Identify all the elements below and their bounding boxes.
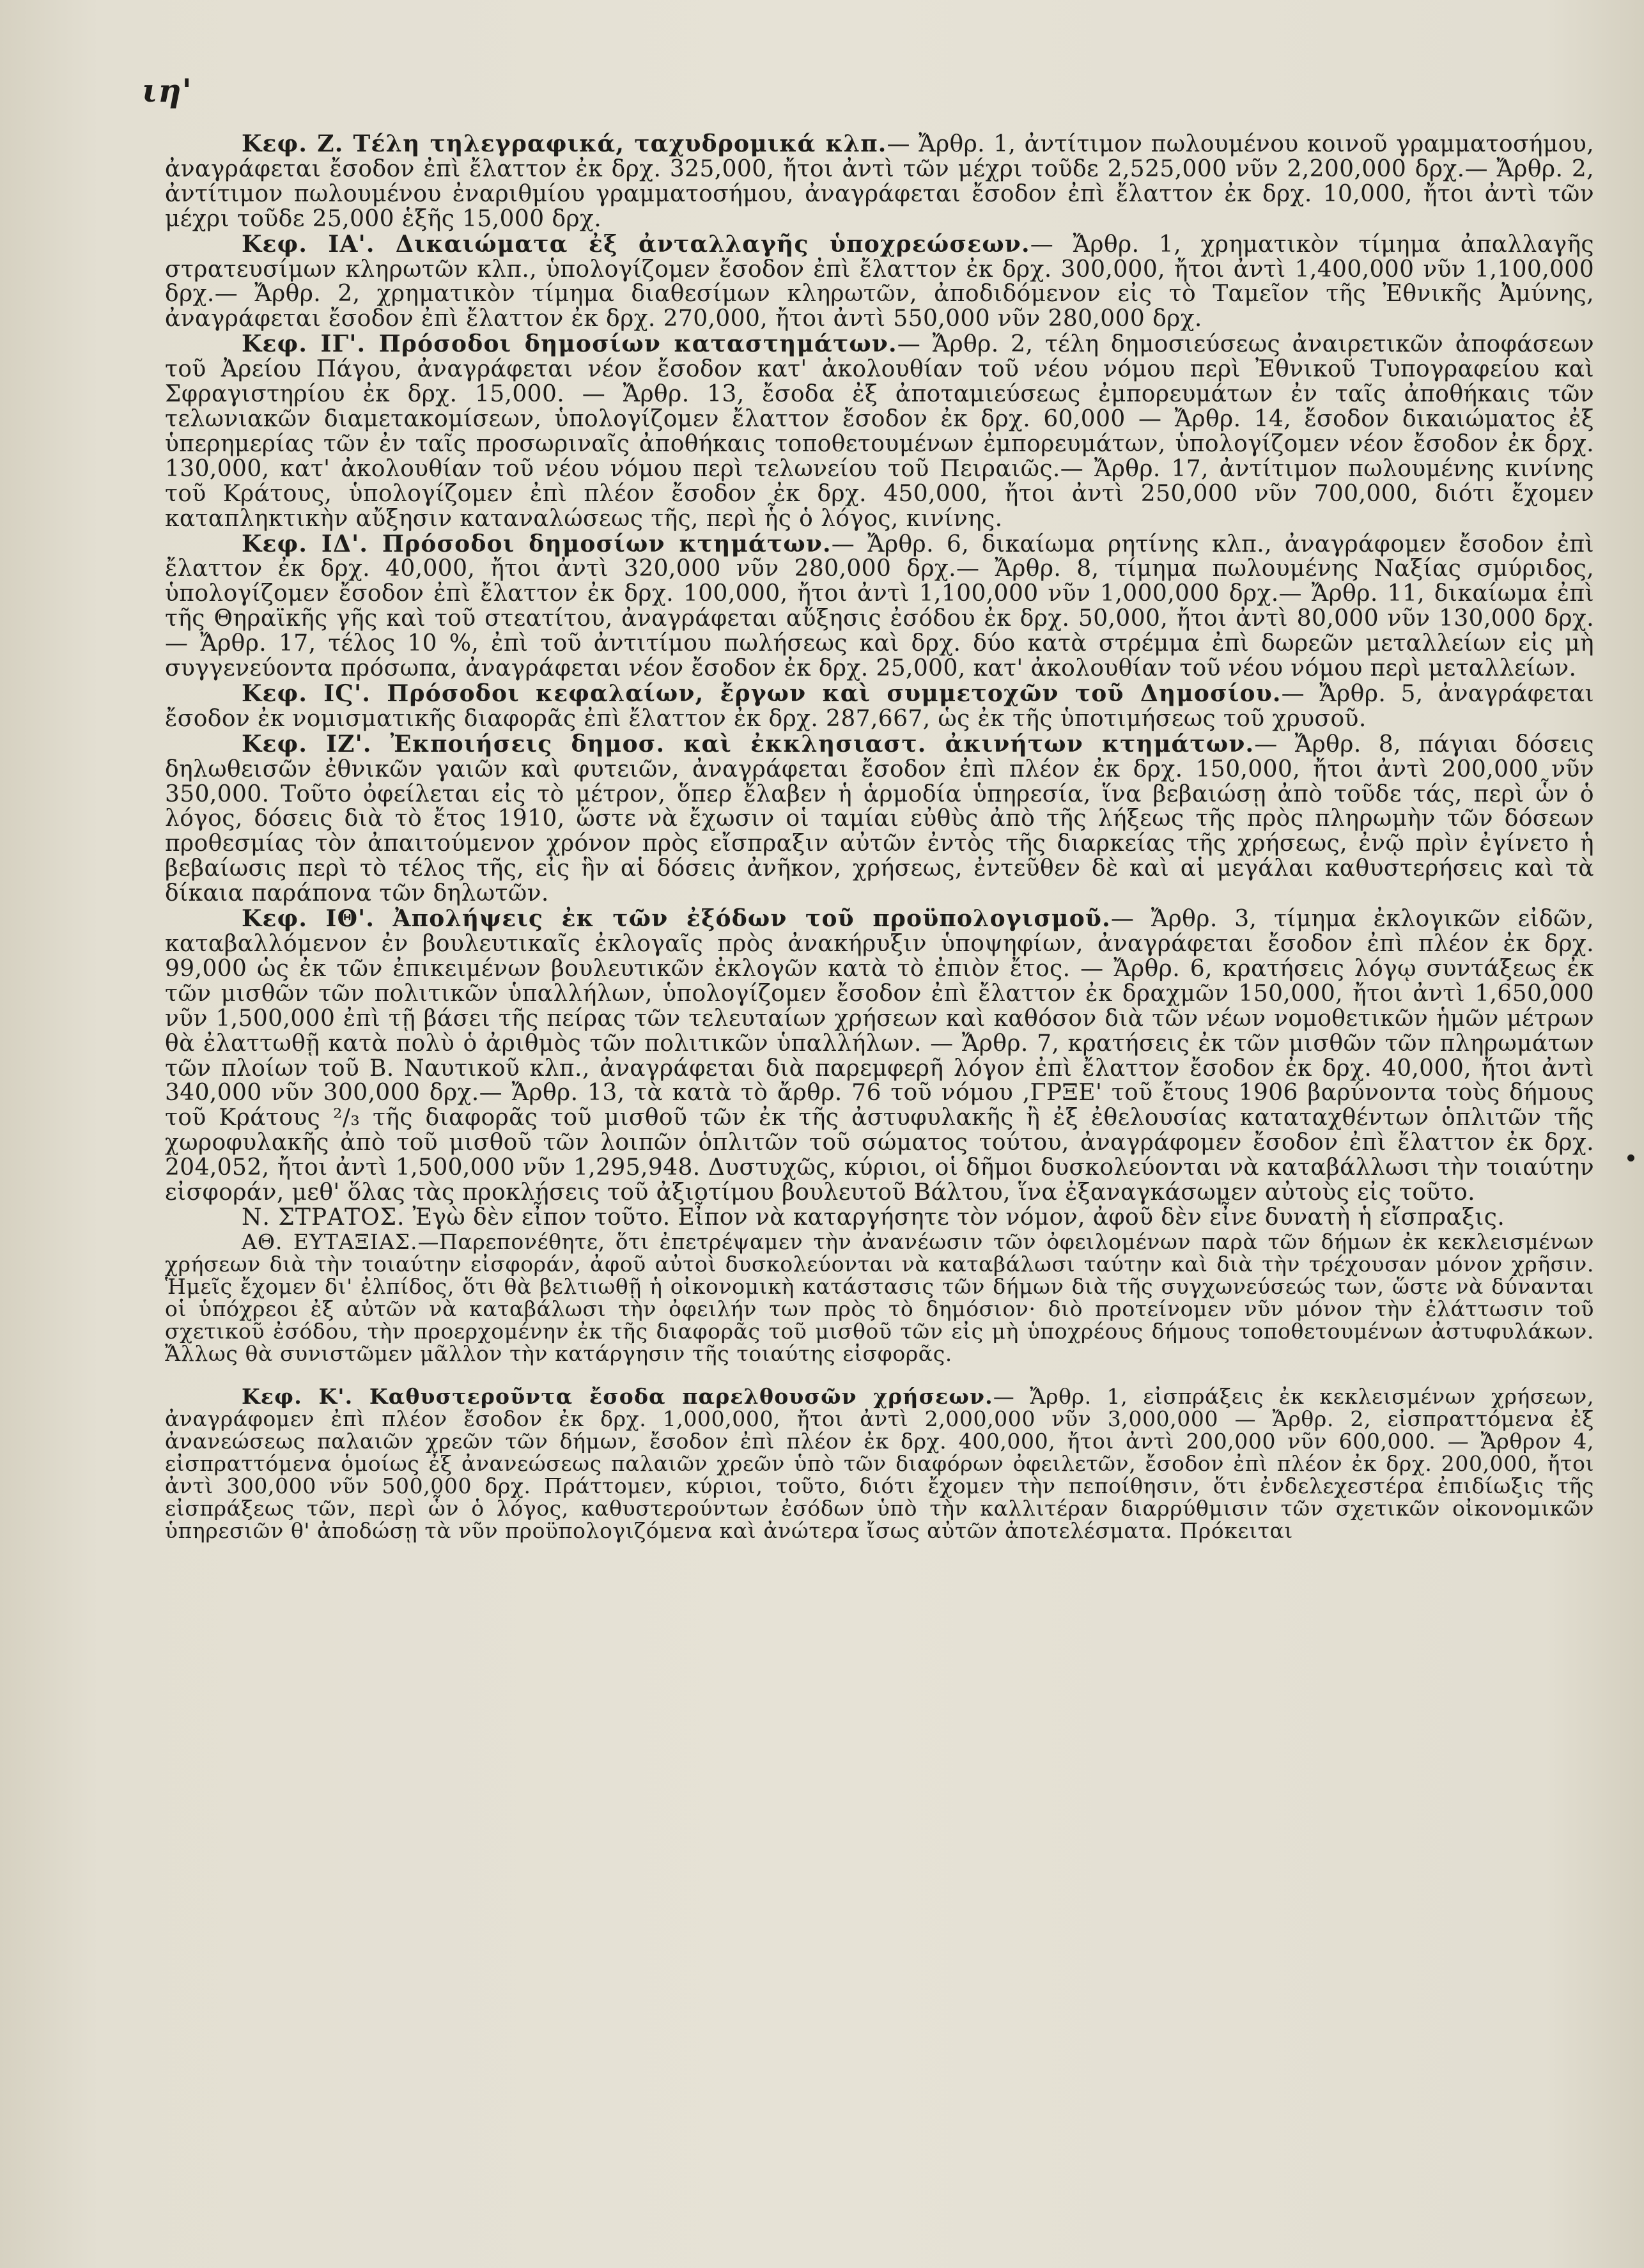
paragraph-text: — Ἄρθρ. 2, τέλη δημοσιεύσεως ἀναιρετικῶν ἀποφάσεων τοῦ Ἀρείου Πάγου, ἀναγράφεται νέον ἔσοδον κατ' ἀκολουθίαν τοῦ νέου νόμου περὶ Ἐθνικοῦ Τυπογραφείου καὶ Σφραγιστηρίου ἐκ δρχ. 15,000. — Ἄρθρ. 13, ἔσοδα ἐξ ἀποταμιεύσεως ἐμπορευμάτων ἐν ταῖς ἀποθήκαις τῶν τελωνιακῶν διαμετακομίσεων, ὑπολογίζομεν ἔλαττον ἔσοδον ἐκ δρχ. 60,000 — Ἄρθρ. 14, ἔσοδον δικαιώματος ἐξ ὑπερημερίας τῶν ἐν ταῖς προσωριναῖς ἀποθήκαις τοποθετουμένων ἐμπορευμάτων, ὑπολογίζομεν νέον ἔσοδον ἐκ δρχ. 130,000, κατ' ἀκολουθίαν τοῦ νέου νόμου περὶ τελωνείου τοῦ Πειραιῶς.— Ἄρθρ. 17, ἀντίτιμον πωλουμένης κινίνης τοῦ Κράτους, ὑπολογίζομεν ἐπὶ πλέον ἔσοδον ἐκ δρχ. 450,000, ἤτοι ἀντὶ 250,000 νῦν 700,000, διότι ἔχομεν καταπληκτικὴν αὔξησιν καταναλώσεως τῆς, περὶ ἧς ὁ λόγος, κινίνης.	[165, 331, 1594, 532]
chapter-heading: Κεφ. ΙΓ'. Πρόσοδοι δημοσίων καταστημάτων.	[242, 330, 897, 358]
body-text	[165, 132, 1594, 1542]
paragraph-eftaxias	[165, 1231, 1594, 1365]
paragraph-text: — Ἄρθρ. 1, εἰσπράξεις ἐκ κεκλεισμένων χρήσεων, ἀναγράφομεν ἐπὶ πλέον ἔσοδον ἐκ δρχ. 1,000,000, ἤτοι ἀντὶ 2,000,000 νῦν 3,000,000 — Ἄρθρ. 2, εἰσπραττόμενα ἐξ ἀνανεώσεως παλαιῶν χρεῶν τῶν δήμων, ἔσοδον ἐπὶ πλέον ἐκ δρχ. 400,000, ἤτοι ἀντὶ 200,000 νῦν 600,000. — Ἄρθρον 4, εἰσπραττόμενα ὁμοίως ἐξ ἀνανεώσεως παλαιῶν χρεῶν ὑπὸ τῶν διαφόρων ὀφειλετῶν, ἔσοδον ἐπὶ πλέον ἐκ δρχ. 200,000, ἤτοι ἀντὶ 300,000 νῦν 500,000 δρχ. Πράττομεν, κύριοι, τοῦτο, διότι ἔχομεν τὴν πεποίθησιν, ὅτι ἐνδελεχεστέρα ἐπιδίωξις τῆς εἰσπράξεως τῶν, περὶ ὧν ὁ λόγος, καθυστερούντων ἐσόδων ὑπὸ τὴν καλλιτέραν διαρρύθμισιν τῶν σχετικῶν οἰκονομικῶν ὑπηρεσιῶν θ' ἀποδώσῃ τὰ νῦν προϋπολογιζόμενα καὶ ἀνώτερα ἴσως αὐτῶν ἀποτελέσματα. Πρόκειται	[165, 1383, 1594, 1543]
speech-text: Ἐγὼ δὲν εἶπον τοῦτο. Εἶπον νὰ καταργήσητε τὸν νόμον, ἀφοῦ δὲν εἶνε δυνατὴ ἡ εἴσπραξις.	[412, 1204, 1505, 1231]
ink-dot	[1627, 1154, 1634, 1161]
paragraph-kef-ith	[165, 906, 1594, 1206]
paragraph-kef-id	[165, 532, 1594, 681]
paragraph-kef-is	[165, 681, 1594, 732]
paragraph-text: — Ἄρθρ. 5, ἀναγράφεται ἔσοδον ἐκ νομισματικῆς διαφορᾶς ἐπὶ ἔλαττον ἐκ δρχ. 287,667, ὡς ἐκ τῆς ὑποτιμήσεως τοῦ χρυσοῦ.	[165, 680, 1594, 732]
paragraph-text: — Ἄρθρ. 6, δικαίωμα ρητίνης κλπ., ἀναγράφομεν ἔσοδον ἐπὶ ἔλαττον ἐκ δρχ. 40,000, ἤτοι ἀντὶ 320,000 νῦν 280,000 δρχ.— Ἄρθρ. 8, τίμημα πωλουμένης Ναξίας σμύριδος, ὑπολογίζομεν ἔσοδον ἐπὶ ἔλαττον ἐκ δρχ. 100,000, ἤτοι ἀντὶ 1,100,000 νῦν 1,000,000 δρχ.— Ἄρθρ. 11, δικαίωμα ἐπὶ τῆς Θηραϊκῆς γῆς καὶ τοῦ στεατίτου, ἀναγράφεται αὔξησις ἐσόδου ἐκ δρχ. 50,000, ἤτοι ἀντὶ 80,000 νῦν 130,000 δρχ. — Ἄρθρ. 17, τέλος 10 %, ἐπὶ τοῦ ἀντιτίμου πωλήσεως καὶ δρχ. δύο κατὰ στρέμμα ἐπὶ δωρεῶν μεταλλείων εἰς μὴ συγγενεύοντα πρόσωπα, ἀναγράφεται νέον ἔσοδον ἐκ δρχ. 25,000, κατ' ἀκολουθίαν τοῦ νέου νόμου περὶ μεταλλείων.	[165, 531, 1594, 682]
paragraph-text: — Ἄρθρ. 3, τίμημα ἐκλογικῶν εἰδῶν, καταβαλλόμενον ἐν βουλευτικαῖς ἐκλογαῖς πρὸς ἀνακήρυξιν ὑποψηφίων, ἀναγράφεται ἔσοδον ἐπὶ πλέον ἐκ δρχ. 99,000 ὡς ἐκ τῶν ἐπικειμένων βουλευτικῶν ἐκλογῶν κατὰ τὸ ἐπιὸν ἔτος. — Ἄρθρ. 6, κρατήσεις λόγῳ συντάξεως ἐκ τῶν μισθῶν τῶν πολιτικῶν ὑπαλλήλων, ὑπολογίζομεν ἔσοδον ἐπὶ ἔλαττον ἐκ δραχμῶν 150,000, ἤτοι ἀντὶ 1,650,000 νῦν 1,500,000 ἐπὶ τῇ βάσει τῆς πείρας τῶν τελευταίων χρήσεων καὶ καθόσον διὰ τῶν νέων νομοθετικῶν ἡμῶν μέτρων θὰ ἐλαττωθῇ κατὰ πολὺ ὁ ἀριθμὸς τῶν πολιτικῶν ὑπαλλήλων. — Ἄρθρ. 7, κρατήσεις ἐκ τῶν μισθῶν τῶν πληρωμάτων τῶν πλοίων τοῦ Β. Ναυτικοῦ κλπ., ἀναγράφεται διὰ παρεμφερῆ λόγον ἐπὶ ἔλαττον ἔσοδον ἐκ δρχ. 40,000, ἤτοι ἀντὶ 340,000 νῦν 300,000 δρχ.— Ἄρθρ. 13, τὰ κατὰ τὸ ἄρθρ. 76 τοῦ νόμου ,ΓΡΞΕ' τοῦ ἔτους 1906 βαρύνοντα τοὺς δήμους τοῦ Κράτους ²/₃ τῆς διαφορᾶς τοῦ μισθοῦ τῶν ἐκ τῆς ἀστυφυλακῆς ἢ ἐξ ἐθελουσίας καταταχθέντων ὁπλιτῶν τῆς χωροφυλακῆς ἀπὸ τοῦ μισθοῦ τῶν λοιπῶν ὁπλιτῶν τοῦ σώματος τούτου, ἀναγράφομεν ἔσοδον ἐπὶ ἔλαττον ἐκ δρχ. 204,052, ἤτοι ἀντὶ 1,500,000 νῦν 1,295,948. Δυστυχῶς, κύριοι, οἱ δῆμοι δυσκολεύονται νὰ καταβάλλωσι τὴν τοιαύτην εἰσφοράν, μεθ' ὅλας τὰς προκλήσεις τοῦ ἀξιοτίμου βουλευτοῦ Βάλτου, ἵνα ἐξαναγκάσωμεν αὐτοὺς εἰς τοῦτο.	[165, 906, 1594, 1206]
paragraph-kef-z	[165, 132, 1594, 232]
speaker-name: Ν. ΣΤΡΑΤΟΣ.	[242, 1204, 405, 1231]
chapter-heading: Κεφ. ΙϚ'. Πρόσοδοι κεφαλαίων, ἔργων καὶ συμμετοχῶν τοῦ Δημοσίου.	[242, 680, 1282, 707]
chapter-heading: Κεφ. Κ'. Καθυστεροῦντα ἔσοδα παρελθουσῶν χρήσεων.	[242, 1383, 993, 1409]
chapter-heading: Κεφ. ΙΔ'. Πρόσοδοι δημοσίων κτημάτων.	[242, 530, 832, 557]
chapter-heading: Κεφ. ΙΖ'. Ἐκποιήσεις δημοσ. καὶ ἐκκλησιαστ. ἀκινήτων κτημάτων.	[242, 730, 1255, 757]
paragraph-text: — Ἄρθρ. 8, πάγιαι δόσεις δηλωθεισῶν ἐθνικῶν γαιῶν καὶ φυτειῶν, ἀναγράφεται ἔσοδον ἐπὶ πλέον ἐκ δρχ. 150,000, ἤτοι ἀντὶ 200,000 νῦν 350,000. Τοῦτο ὀφείλεται εἰς τὸ μέτρον, ὅπερ ἔλαβεν ἡ ἁρμοδία ὑπηρεσία, ἵνα βεβαιώσῃ ἀπὸ τοῦδε τάς, περὶ ὧν ὁ λόγος, δόσεις διὰ τὸ ἔτος 1910, ὥστε νὰ ἔχωσιν οἱ ταμίαι εὐθὺς ἀπὸ τῆς λήξεως τῆς πρὸς πληρωμὴν τῶν δόσεων προθεσμίας τὸν ἀπαιτούμενον χρόνον πρὸς εἴσπραξιν αὐτῶν ἐντὸς τῆς διαρκείας τῆς χρήσεως, ἐνῷ πρὶν ἐγίνετο ἡ βεβαίωσις περὶ τὸ τέλος τῆς, εἰς ἣν αἱ δόσεις ἀνῆκον, χρήσεως, ἐντεῦθεν δὲ καὶ αἱ μεγάλαι καθυστερήσεις καὶ τὰ δίκαια παράπονα τῶν δηλωτῶν.	[165, 731, 1594, 907]
paragraph-text: — Ἄρθρ. 1, ἀντίτιμον πωλουμένου κοινοῦ γραμματοσήμου, ἀναγράφεται ἔσοδον ἐπὶ ἔλαττον ἐκ δρχ. 325,000, ἤτοι ἀντὶ τῶν μέχρι τοῦδε 2,525,000 νῦν 2,200,000 δρχ.— Ἄρθρ. 2, ἀντίτιμον πωλουμένου ἐναριθμίου γραμματοσήμου, ἀναγράφεται ἔσοδον ἐπὶ ἔλαττον ἐκ δρχ. 10,000, ἤτοι ἀντὶ τῶν μέχρι τοῦδε 25,000 ἑξῆς 15,000 δρχ.	[165, 131, 1594, 232]
paragraph-text: — Ἄρθρ. 1, χρηματικὸν τίμημα ἀπαλλαγῆς στρατευσίμων κληρωτῶν κλπ., ὑπολογίζομεν ἔσοδον ἐπὶ ἔλαττον ἐκ δρχ. 300,000, ἤτοι ἀντὶ 1,400,000 νῦν 1,100,000 δρχ.— Ἄρθρ. 2, χρηματικὸν τίμημα διαθεσίμων κληρωτῶν, ἀποδιδόμενον εἰς τὸ Ταμεῖον τῆς Ἐθνικῆς Ἀμύνης, ἀναγράφεται ἔσοδον ἐπὶ ἔλαττον ἐκ δρχ. 270,000, ἤτοι ἀντὶ 550,000 νῦν 280,000 δρχ.	[165, 231, 1594, 332]
speaker-name: ΑΘ. ΕΥΤΑΞΙΑΣ.	[242, 1229, 418, 1254]
speech-text: —Παρεπονέθητε, ὅτι ἐπετρέψαμεν τὴν ἀνανέωσιν τῶν ὀφειλομένων παρὰ τῶν δήμων ἐκ κεκλεισμένων χρήσεων διὰ τὴν τοιαύτην εἰσφοράν, ἀφοῦ αὐτοὶ δυσκολεύονται νὰ καταβάλωσι ταύτην καὶ διὰ τὴν τρέχουσαν μόνον χρῆσιν. Ἡμεῖς ἔχομεν δι' ἐλπίδος, ὅτι θὰ βελτιωθῇ ἡ οἰκονομικὴ κατάστασις τῶν δήμων διὰ τῆς συγχωνεύσεώς των, ὥστε νὰ δύνανται οἱ ὑπόχρεοι ἐξ αὐτῶν νὰ καταβάλωσι τὴν ὀφειλήν των πρὸς τὸ δημόσιον· διὸ προτείνομεν νῦν μόνον τὴν ἐλάττωσιν τοῦ σχετικοῦ ἐσόδου, τὴν προερχομένην ἐκ τῆς διαφορᾶς τοῦ μισθοῦ τῶν εἰς μὴ ὑποχρέους δήμους τοποθετουμένων ἀστυφυλάκων. Ἄλλως θὰ συνιστῶμεν μᾶλλον τὴν κατάργησιν τῆς τοιαύτης εἰσφορᾶς.	[165, 1229, 1594, 1366]
chapter-heading: Κεφ. ΙΑ'. Δικαιώματα ἐξ ἀνταλλαγῆς ὑποχρεώσεων.	[242, 230, 1030, 258]
paragraph-stratos	[165, 1206, 1594, 1231]
paragraph-kef-iz	[165, 732, 1594, 906]
paragraph-kef-k	[165, 1385, 1594, 1542]
paragraph-kef-ig	[165, 332, 1594, 531]
chapter-heading: Κεφ. Ζ. Τέλη τηλεγραφικά, ταχυδρομικά κλπ.	[242, 130, 887, 157]
page-number: ιη'	[142, 72, 192, 109]
chapter-heading: Κεφ. ΙΘ'. Ἀπολήψεις ἐκ τῶν ἐξόδων τοῦ προϋπολογισμοῦ.	[242, 905, 1111, 933]
paragraph-kef-ia	[165, 232, 1594, 332]
